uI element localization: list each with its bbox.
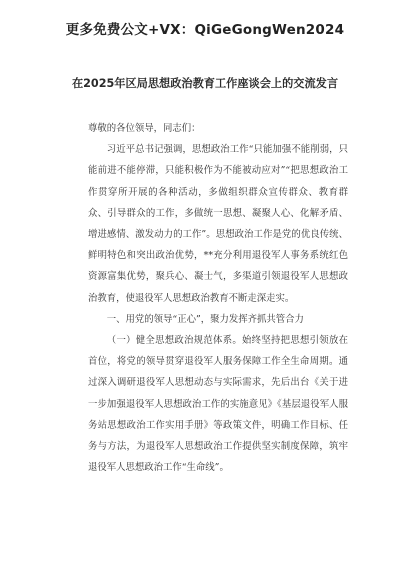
- promo-header: 更多免费公文+VX：QiGeGongWen2024: [65, 22, 345, 38]
- clause-paragraph: （一）健全思想政治规范体系。始终坚持把思想引领放在首位，将党的领导贯穿退役军人服务保障工作全生命周期。通过深入调研退役军人思想动态与实际需求，先后出台《关于进一步加强退役军人思想政治工作的实施意见》《基层退役军人服务站思想政治工作实用手册》等政策文件，明确工作目标、任务与方法，为退役军人思想政治工作提供坚实制度保障，筑牢退役军人思想政治工作“生命线”。: [88, 335, 348, 474]
- salutation: 尊敬的各位领导，同志们：: [88, 123, 201, 134]
- section-heading: 一、用党的领导“正心”，聚力发挥齐抓共管合力: [106, 313, 304, 325]
- document-title: 在2025年区局思想政治教育工作座谈会上的交流发言: [71, 77, 339, 90]
- body-paragraph: 习近平总书记强调，思想政治工作“只能加强不能削弱，只能前进不能停滞，只能积极作为不能被动应对”“把思想政治工作贯穿所开展的各种活动，多做组织群众宣传群众、教育群众、引导群众的工作，多做统一思想、凝聚人心、化解矛盾、增进感情、激发动力的工作”。思想政治工作是党的优良传统、鲜明特色和突出政治优势，**充分利用退役军人事务系统红色资源富集优势，聚兵心、凝士气，多渠道引领退役军人思想政治教育，使退役军人思想政治教育不断走深走实。: [88, 144, 348, 304]
- document-body: [88, 118, 348, 478]
